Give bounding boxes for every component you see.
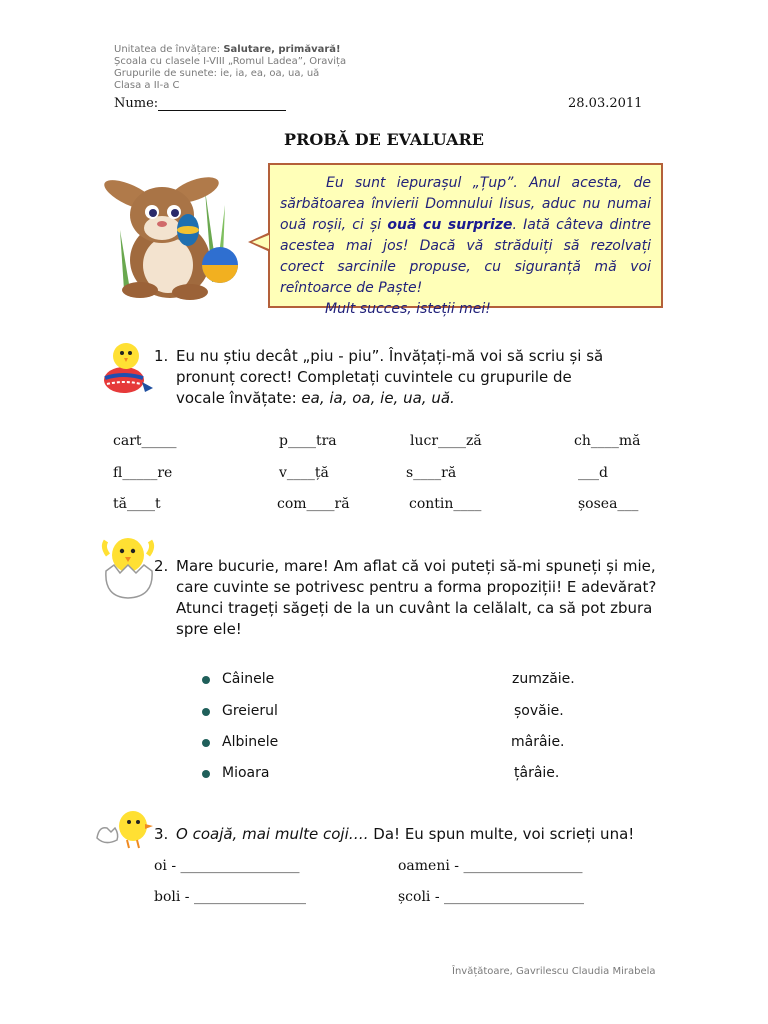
verb-2[interactable]: șovăie. <box>514 703 564 719</box>
chick-egg-icon <box>100 336 155 394</box>
task2-number: 2. <box>154 557 169 575</box>
word-r2c1[interactable]: fl_____re <box>113 465 173 481</box>
task1 <box>154 346 624 409</box>
date: 28.03.2011 <box>568 96 643 111</box>
success-text: Mult succes, isteții mei! <box>325 301 491 317</box>
subject-1[interactable]: Câinele <box>222 671 275 687</box>
word-r1c2[interactable]: p____tra <box>279 433 337 449</box>
bullet-2 <box>202 708 210 716</box>
task2-text: Mare bucurie, mare! Am aflat că voi puteți să-mi spuneți și mie, care cuvinte se potrivesc pentru a forma propoziții! E adevărat? Atunci trageți săgeți de la un cuvânt la celălalt, ca să pot zbura spre ele! <box>176 557 657 638</box>
task1-number: 1. <box>154 347 169 365</box>
subject-2[interactable]: Greierul <box>222 703 278 719</box>
verb-3[interactable]: mârâie. <box>511 734 565 750</box>
word-r1c4[interactable]: ch____mă <box>574 433 641 449</box>
task3 <box>154 824 654 845</box>
word-r3c2[interactable]: com____ră <box>277 496 350 512</box>
hatching-chick-icon <box>100 533 158 601</box>
name-line[interactable] <box>158 98 286 111</box>
task3-text <box>176 824 654 845</box>
bullet-4 <box>202 770 210 778</box>
page-title: PROBĂ DE EVALUARE <box>284 130 484 149</box>
bubble-text <box>280 173 651 299</box>
word-r2c3[interactable]: s____ră <box>406 465 457 481</box>
plural-oameni[interactable]: oameni - _________________ <box>398 858 583 874</box>
word-r3c3[interactable]: contin____ <box>409 496 482 512</box>
bubble-text-part1: Eu sunt iepurașul „Țup”. Anul acesta, de sărbătoarea învierii Domnului Iisus, aduc nu numai ouă roșii, ci și <box>280 175 651 233</box>
task1-instructions: Eu nu știu decât „piu - piu”. Învățați-mă voi să scriu și să pronunț corect! Completați cuvintele cu grupurile de vocale învățate: <box>176 347 604 407</box>
word-r3c1[interactable]: tă____t <box>113 496 161 512</box>
bullet-3 <box>202 739 210 747</box>
bullet-1 <box>202 676 210 684</box>
task3-instructions: Da! Eu spun multe, voi scrieți una! <box>368 825 635 843</box>
chick-shell-icon <box>95 800 155 850</box>
unit-value: Salutare, primăvară! <box>223 44 341 55</box>
word-r3c4[interactable]: șosea___ <box>578 496 639 512</box>
class-line: Clasa a II-a C <box>114 80 180 91</box>
sounds-line: Grupurile de sunete: ie, ia, ea, oa, ua, uă <box>114 68 320 79</box>
bubble-bold: ouă cu surprize <box>387 217 513 233</box>
word-r1c3[interactable]: lucr____ză <box>410 433 482 449</box>
bubble-text-part2: . Iată câteva dintre acestea mai jos! Dacă vă străduiți să rezolvați corect sarcinile propuse, cu siguranță mă voi reîntoarce de Paște! <box>280 217 651 296</box>
plural-boli[interactable]: boli - ________________ <box>154 889 306 905</box>
subject-3[interactable]: Albinele <box>222 734 279 750</box>
speech-bubble <box>268 163 663 308</box>
header-info <box>114 44 346 92</box>
plural-oi[interactable]: oi - _________________ <box>154 858 300 874</box>
plural-scoli[interactable]: școli - ____________________ <box>398 889 585 905</box>
task1-vowels: ea, ia, oa, ie, ua, uă. <box>301 389 455 407</box>
word-r1c1[interactable]: cart_____ <box>113 433 177 449</box>
teacher-footer: Învățătoare, Gavrilescu Claudia Mirabela <box>452 966 656 977</box>
name-label: Nume: <box>114 96 159 111</box>
bunny-illustration <box>100 170 250 305</box>
task3-italic: O coajă, mai multe coji…. <box>176 825 369 843</box>
verb-1[interactable]: zumzăie. <box>512 671 575 687</box>
task1-text <box>176 346 624 409</box>
word-r2c2[interactable]: v____ță <box>279 465 329 481</box>
word-r2c4[interactable]: ___d <box>578 465 608 481</box>
subject-4[interactable]: Mioara <box>222 765 270 781</box>
unit-label: Unitatea de învățare: <box>114 44 221 55</box>
bubble-tail-fill <box>252 235 269 249</box>
school-line: Școala cu clasele I-VIII „Romul Ladea”, Oravița <box>114 56 347 67</box>
task2 <box>154 556 659 640</box>
task3-number: 3. <box>154 825 169 843</box>
name-field[interactable] <box>114 96 286 111</box>
verb-4[interactable]: țârâie. <box>514 765 560 781</box>
